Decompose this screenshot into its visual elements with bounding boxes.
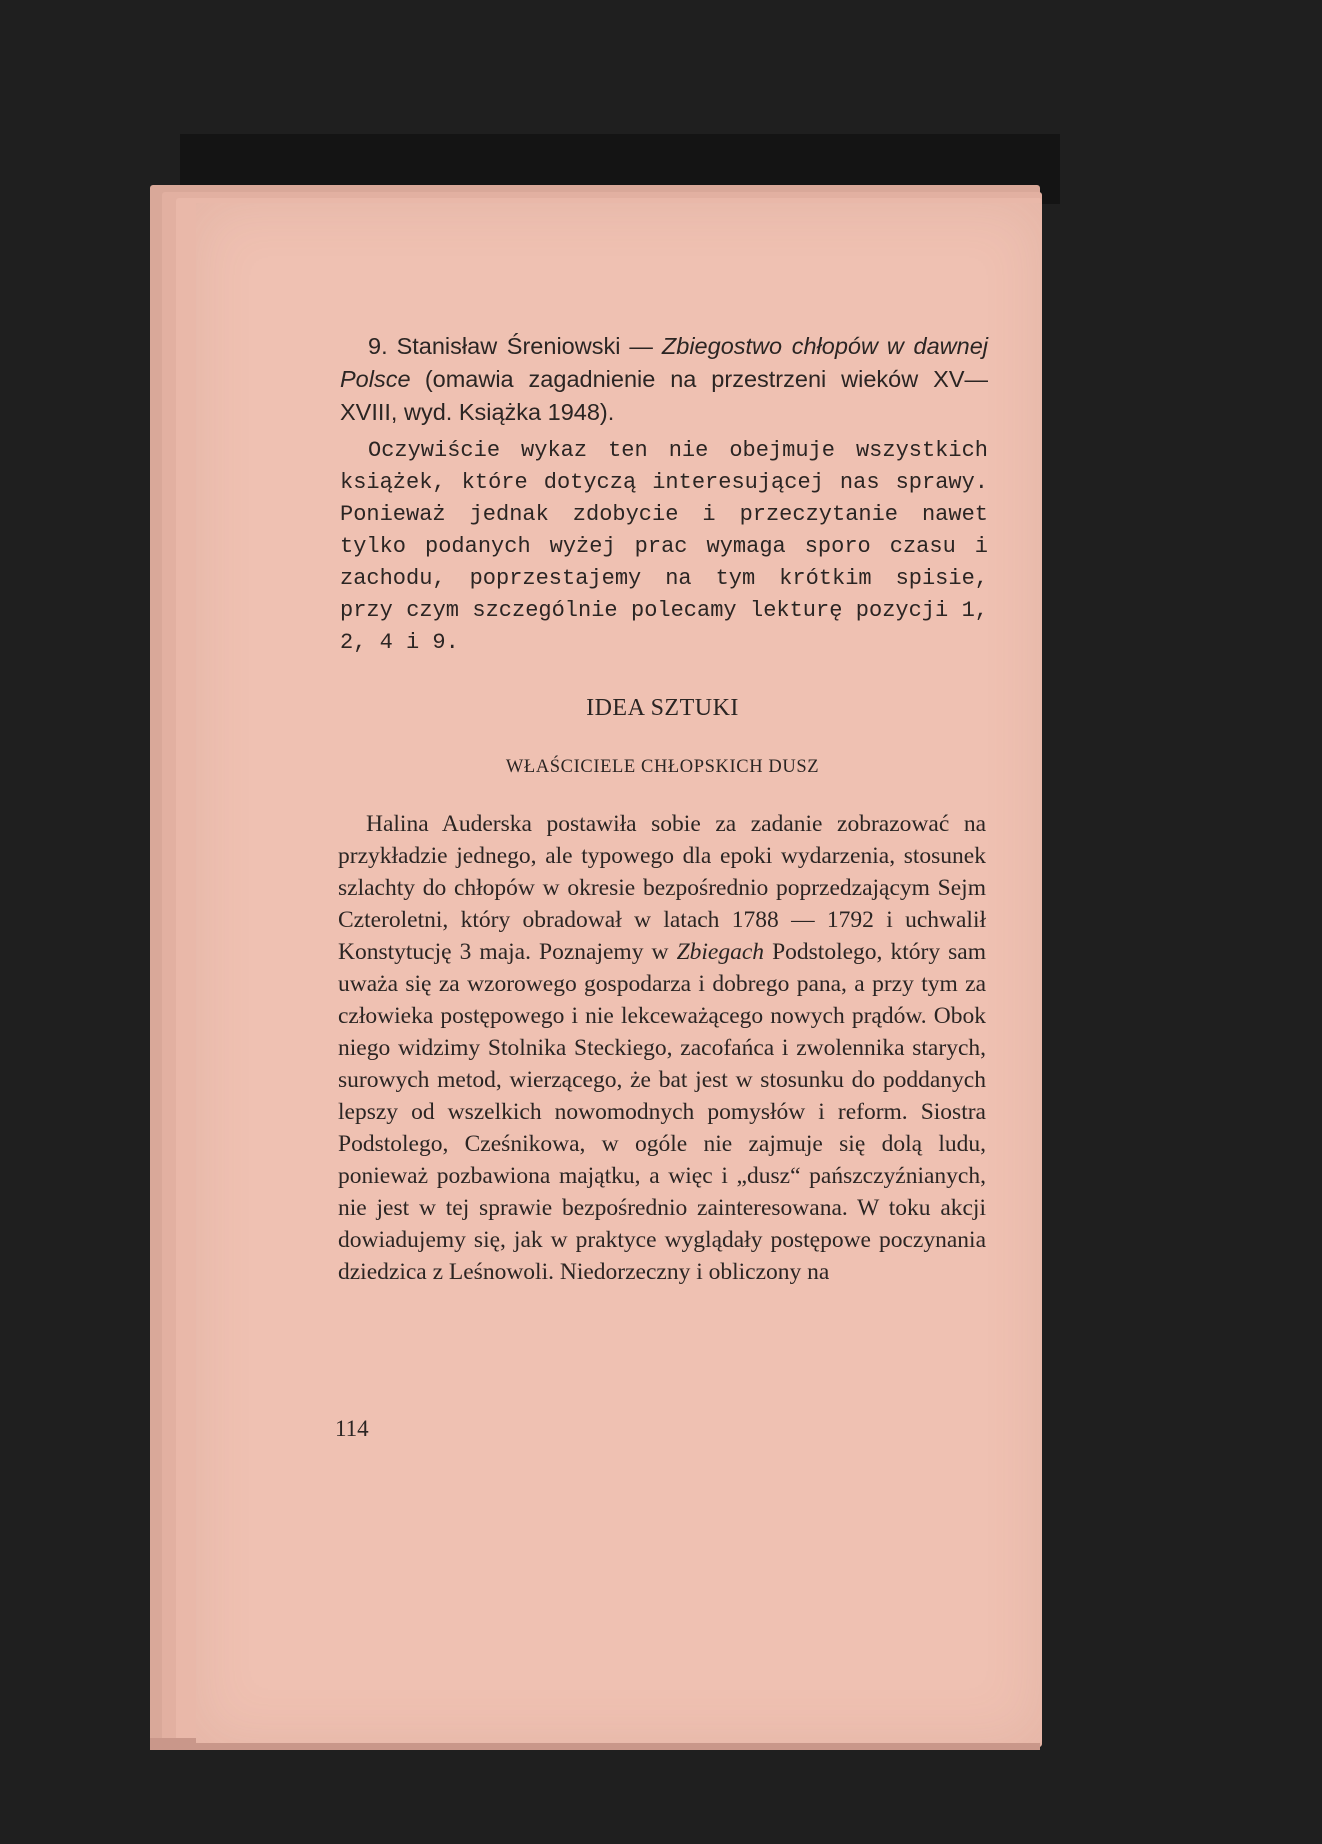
- main-paragraph: [338, 808, 986, 1288]
- reference-title-1: Zbiegostwo chłopów: [661, 333, 878, 359]
- main-paragraph-text-2: Podstolego, który sam uważa się za wzorowego gospodarza i dobrego pana, a przy tym za człowieka postępowego i nie lekceważącego nowych prądów. Obok niego widzimy Stolnika Steckiego, zacofańca i zwolennika starych, surowych metod, wierzącego, że bat jest w stosunku do poddanych lepszy od wszelkich nowomodnych pomysłów i reform. Siostra Podstolego, Cześnikowa, w ogóle nie zajmuje się dolą ludu, ponieważ pozbawiona majątku, a więc i „dusz“ pańszczyźnianych, nie jest w tej sprawie bezpośrednio zainteresowana. W toku akcji dowiadujemy się, jak w praktyce wyglądały postępowe poczynania dziedzica z Leśnowoli. Niedorzeczny i obliczony na: [338, 939, 987, 1285]
- reference-author: Stanisław Śreniowski: [396, 333, 621, 359]
- reference-note: (omawia zagadnienie na przestrzeni wieków XV—XVIII, wyd. Książka 1948).: [340, 366, 988, 425]
- section-title: IDEA SZTUKI: [586, 695, 739, 721]
- main-paragraph-italic: Zbiegach: [676, 939, 765, 965]
- main-paragraph-text-1: Halina Auderska postawiła sobie za zadanie zobrazować na przykładzie jednego, ale typowego dla epoki wydarzenia, stosunek szlachty do chłopów w okresie bezpośrednio poprzedzającym Sejm Czteroletni, który obradował w latach 1788 — 1792 i uchwalił Konstytucję 3 maja. Poznajemy w: [338, 811, 986, 965]
- subsection-title: WŁAŚCICIELE CHŁOPSKICH DUSZ: [505, 757, 820, 777]
- reference-entry: [340, 330, 988, 429]
- reference-title-2: w dawnej Polsce: [340, 333, 988, 392]
- intro-paragraph: Oczywiście wykaz ten nie obejmuje wszystkich książek, które dotyczą interesującej nas sprawy. Ponieważ jednak zdobycie i przeczytanie nawet tylko podanych wyżej prac wymaga sporo czasu i zachodu, poprzestajemy na tym krótkim spisie, przy czym szczególnie polecamy lekturę pozycji 1, 2, 4 i 9.: [340, 438, 988, 655]
- reference-dash: —: [629, 333, 653, 359]
- reference-number: 9.: [368, 333, 388, 359]
- page-number: 114: [335, 1416, 369, 1441]
